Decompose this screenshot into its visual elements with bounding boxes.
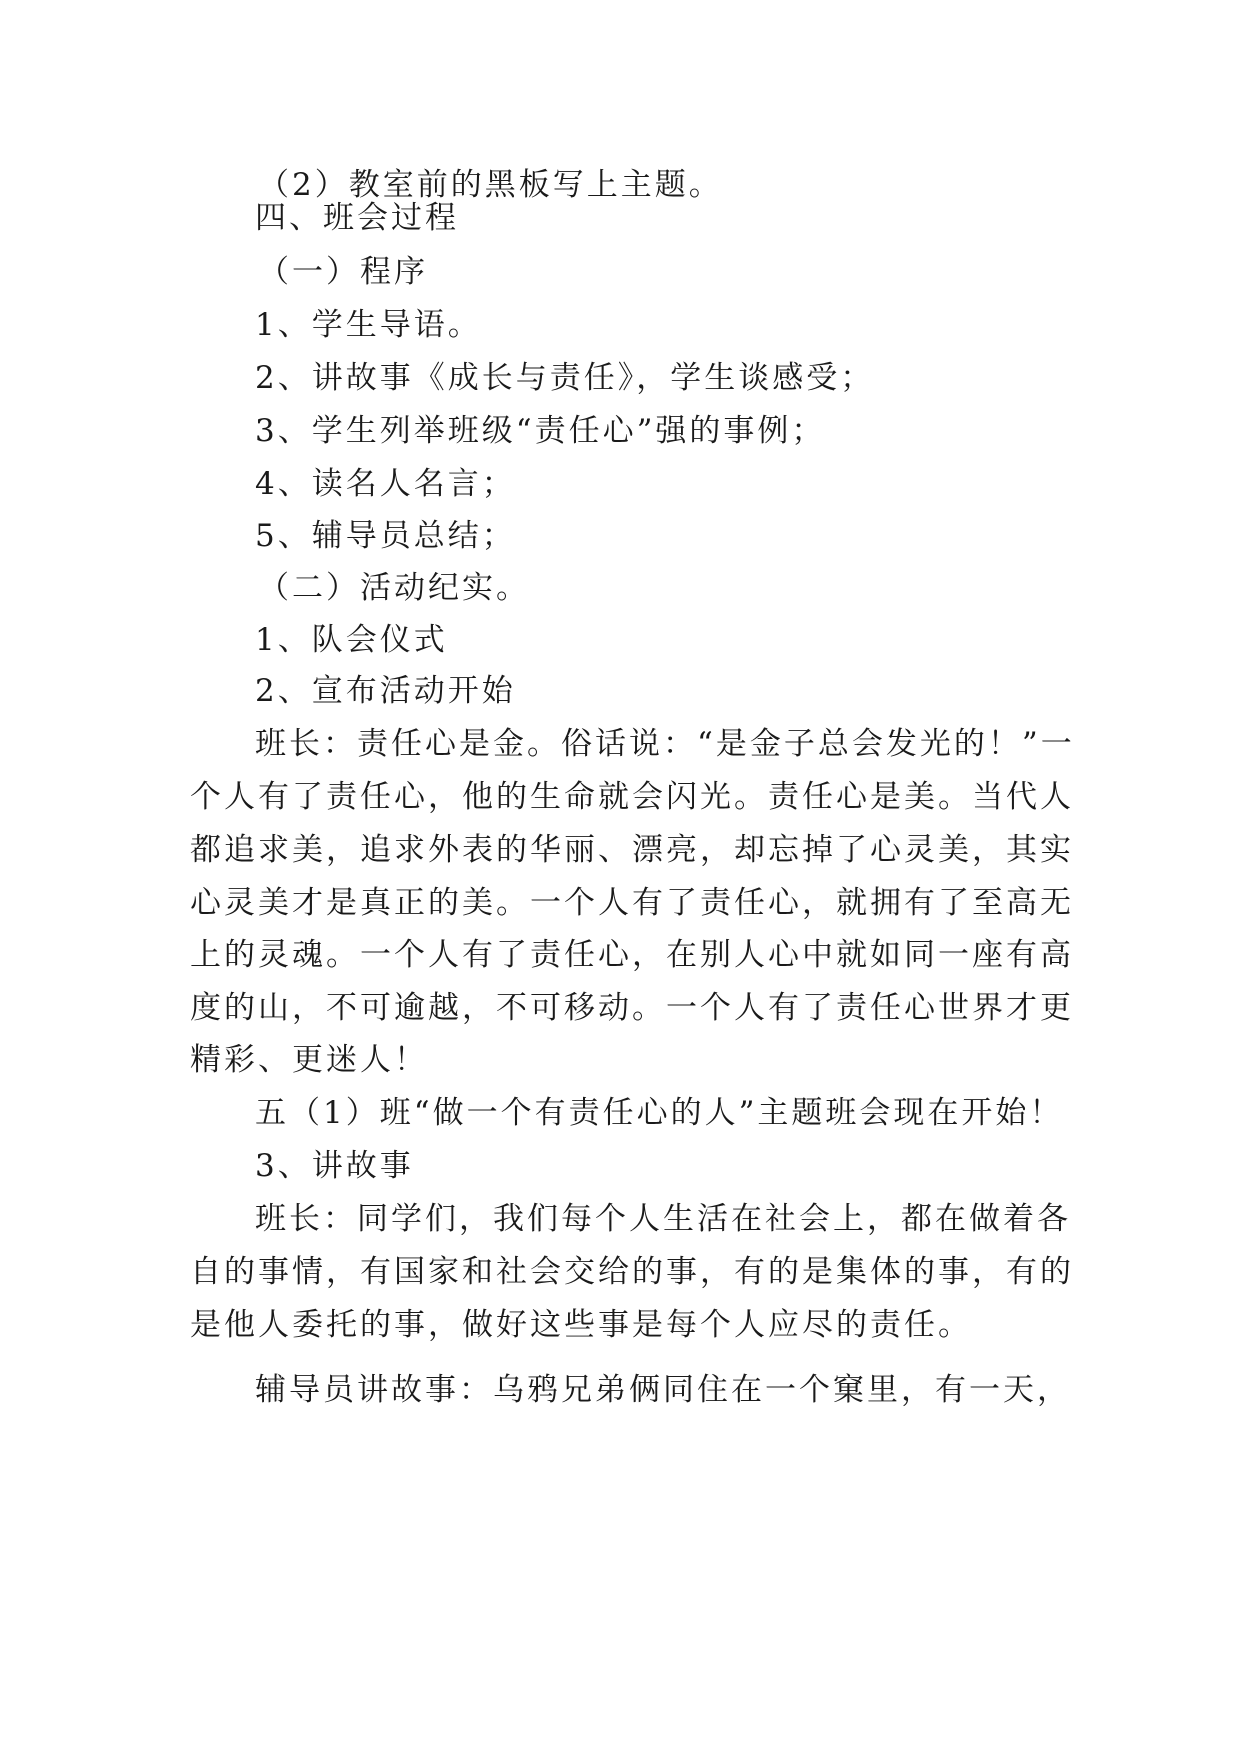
- section-heading-4: 四、班会过程: [255, 200, 459, 236]
- list-item-7: 2、宣布活动开始: [255, 673, 516, 709]
- paragraph-line: 心灵美才是真正的美。一个人有了责任心，就拥有了至高无: [190, 885, 1074, 921]
- paragraph-line: 精彩、更迷人！: [190, 1042, 428, 1078]
- paragraph-line: 个人有了责任心，他的生命就会闪光。责任心是美。当代人: [190, 779, 1074, 815]
- subsection-heading-1: （一）程序: [258, 254, 428, 290]
- paragraph-line: 辅导员讲故事：乌鸦兄弟俩同住在一个窠里，有一天，: [255, 1372, 1071, 1408]
- list-item-6: 1、队会仪式: [255, 622, 448, 658]
- list-item-3: 3、学生列举班级“责任心”强的事例；: [255, 413, 826, 449]
- paragraph-line: 五（1）班“做一个有责任心的人”主题班会现在开始！: [255, 1095, 1064, 1131]
- paragraph-line: 度的山，不可逾越，不可移动。一个人有了责任心世界才更: [190, 990, 1074, 1026]
- list-item-1: 1、学生导语。: [255, 307, 482, 343]
- paragraph-line: 上的灵魂。一个人有了责任心，在别人心中就如同一座有高: [190, 937, 1074, 973]
- text-line-1: （2）教室前的黑板写上主题。: [258, 167, 723, 203]
- list-item-5: 5、辅导员总结；: [255, 518, 516, 554]
- list-item-8: 3、讲故事: [255, 1148, 414, 1184]
- subsection-heading-2: （二）活动纪实。: [258, 570, 530, 606]
- paragraph-line: 自的事情，有国家和社会交给的事，有的是集体的事，有的: [190, 1254, 1074, 1290]
- list-item-4: 4、读名人名言；: [255, 466, 516, 502]
- paragraph-line: 班长：同学们，我们每个人生活在社会上，都在做着各: [255, 1201, 1071, 1237]
- paragraph-line: 班长：责任心是金。俗话说：“是金子总会发光的！”一: [255, 726, 1075, 762]
- paragraph-line: 都追求美，追求外表的华丽、漂亮，却忘掉了心灵美，其实: [190, 832, 1074, 868]
- list-item-2: 2、讲故事《成长与责任》，学生谈感受；: [255, 360, 875, 396]
- paragraph-line: 是他人委托的事，做好这些事是每个人应尽的责任。: [190, 1307, 972, 1343]
